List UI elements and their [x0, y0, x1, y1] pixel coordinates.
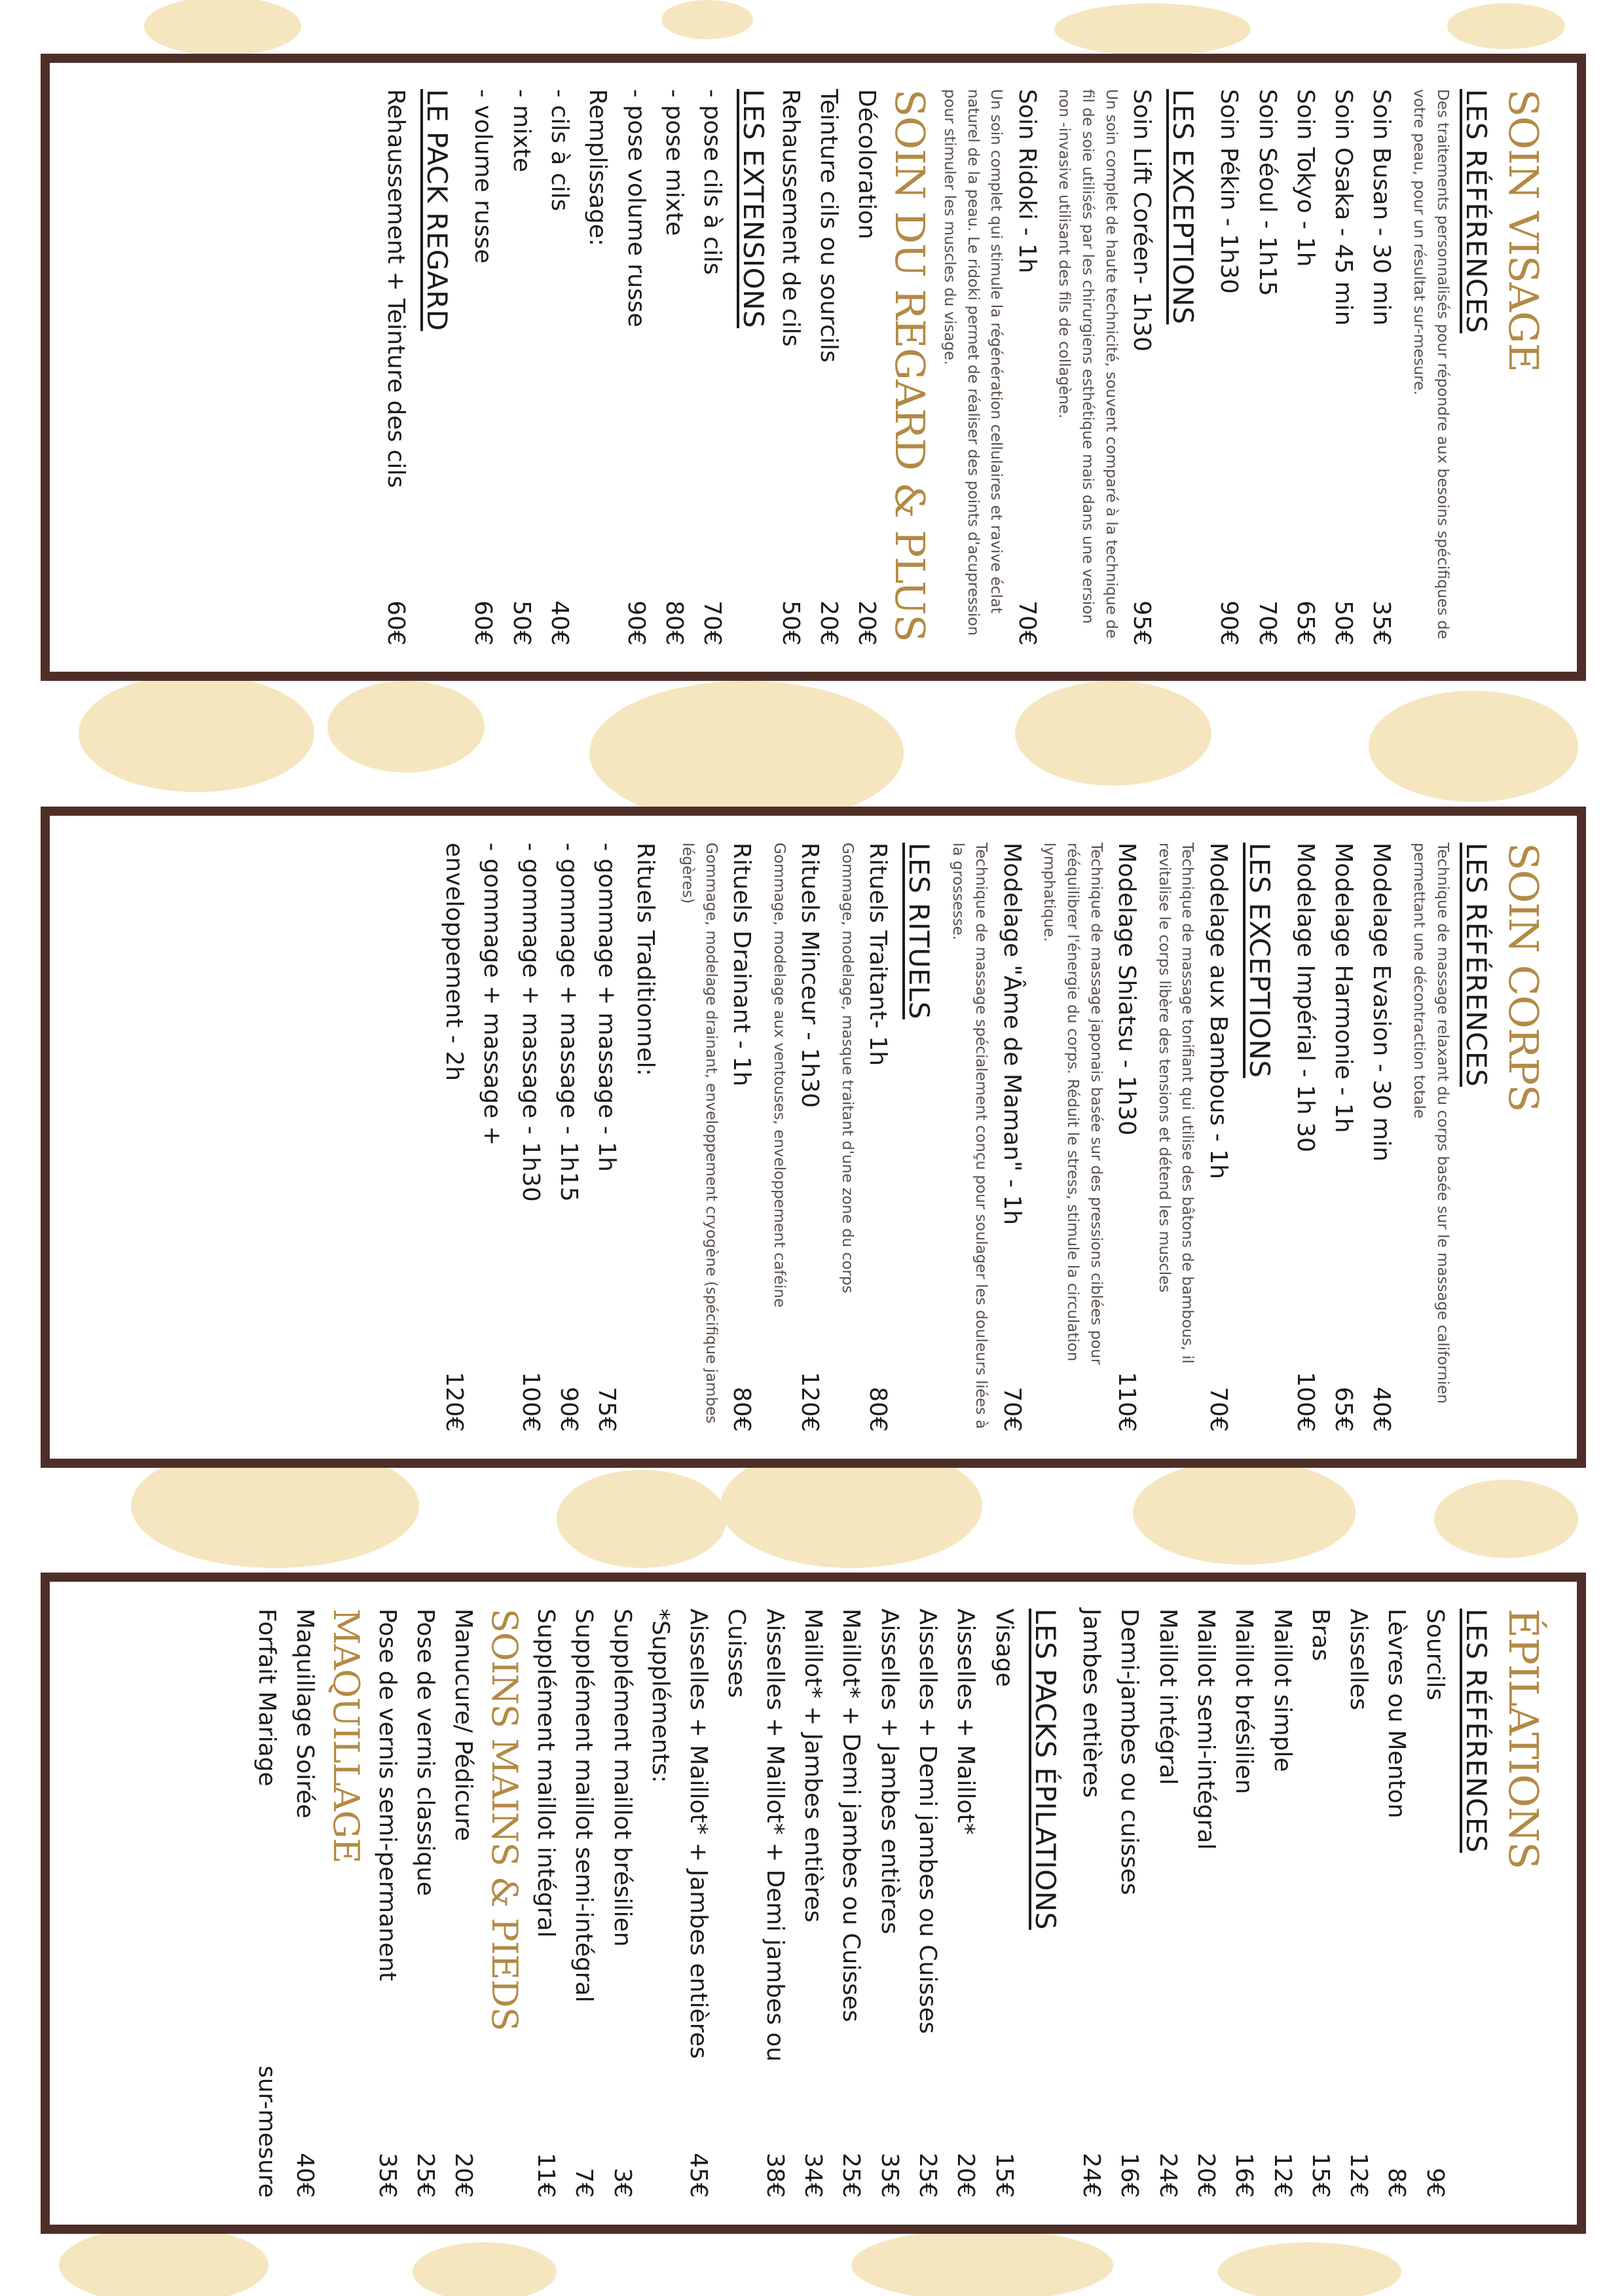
- item-price: 100€: [517, 1372, 544, 1432]
- item-price: 20€: [853, 600, 881, 646]
- item-description: Technique de massage tonifiant qui utilise des bâtons de bambous, il revitalise le corps libère des tensions et détend les muscles: [1155, 843, 1196, 1364]
- item-price: 12€: [1268, 2153, 1296, 2198]
- price-row: [1339, 1609, 1377, 2198]
- price-row: [908, 1609, 946, 2198]
- item-price: 24€: [1077, 2153, 1105, 2198]
- price-row: [1148, 1609, 1186, 2198]
- item-name: Forfait Mariage: [253, 1609, 281, 1787]
- item-name: - gommage + massage - 1h30: [517, 843, 544, 1202]
- price-row: [858, 843, 896, 1432]
- price-row: [1301, 1609, 1339, 2198]
- section-title-soins-mains-pieds: SOINS MAINS & PIEDS: [483, 1609, 525, 2031]
- price-row: [377, 89, 415, 646]
- price-row: [444, 1609, 482, 2198]
- item-name: - volume russe: [470, 89, 497, 264]
- panel-content: [60, 816, 1566, 1458]
- section-title-soin-visage: SOIN VISAGE: [1500, 89, 1547, 373]
- item-price: 70€: [998, 1387, 1025, 1432]
- item-price: 25€: [838, 2153, 865, 2198]
- price-row: [1107, 843, 1145, 1432]
- price-row: [1198, 843, 1236, 1432]
- item-name: Maillot* + Demi jambes ou Cuisses: [838, 1609, 865, 2022]
- item-price: 3€: [608, 2168, 636, 2198]
- item-name: Supplément maillot semi-intégral: [570, 1609, 598, 2003]
- item-price: 80€: [728, 1387, 756, 1432]
- item-price: 70€: [1013, 600, 1041, 646]
- item-price: 120€: [441, 1372, 468, 1432]
- item-price: 20€: [815, 600, 842, 646]
- price-row: [832, 1609, 870, 2198]
- price-row: [1362, 843, 1400, 1432]
- item-name: - cils à cils: [546, 89, 574, 211]
- item-name: Maillot intégral: [1154, 1609, 1181, 1785]
- item-name: Maillot brésilien: [1230, 1609, 1258, 1795]
- item-name: Rituels Minceur - 1h30: [796, 843, 824, 1108]
- item-name: Teinture cils ou sourcils: [815, 89, 842, 363]
- price-row: [1377, 1609, 1415, 2198]
- heading-exceptions: LES EXCEPTIONS: [1243, 843, 1276, 1078]
- item-price: 95€: [1128, 600, 1155, 646]
- item-name: Cuisses: [723, 1609, 750, 1698]
- item-price: 25€: [412, 2153, 439, 2198]
- item-price: 100€: [1291, 1372, 1319, 1432]
- item-price: 50€: [507, 600, 535, 646]
- item-price: 60€: [382, 600, 410, 646]
- item-name: Sourcils: [1421, 1609, 1449, 1701]
- item-price: 70€: [699, 600, 726, 646]
- item-price: 90€: [1215, 600, 1243, 646]
- item-name: Rehaussement de cils: [777, 89, 804, 347]
- item-price: 110€: [1113, 1372, 1140, 1432]
- price-row: [1324, 843, 1362, 1432]
- item-name: Aisselles + Maillot* + Demi jambes ou: [761, 1609, 788, 2062]
- price-row: [1362, 89, 1400, 646]
- section-title-maquillage: MAQUILLAGE: [325, 1609, 367, 1863]
- item-name: - pose mixte: [660, 89, 688, 236]
- price-row: [616, 89, 654, 646]
- price-row: [984, 1609, 1022, 2198]
- item-name: Décoloration: [853, 89, 881, 240]
- item-price: 8€: [1383, 2168, 1411, 2198]
- item-name: Supplément maillot intégral: [532, 1609, 559, 1938]
- item-name: Soin Séoul - 1h15: [1253, 89, 1281, 297]
- section-title-soin-regard: SOIN DU REGARD & PLUS: [886, 89, 934, 642]
- price-row: [1415, 1609, 1453, 2198]
- item-name: - pose cils à cils: [699, 89, 726, 275]
- item-price: 12€: [1345, 2153, 1373, 2198]
- item-name: - gommage + massage - 1h: [593, 843, 621, 1172]
- item-price: 20€: [1192, 2153, 1219, 2198]
- item-name: Aisselles + Jambes entières: [876, 1609, 903, 1935]
- item-name: Supplément maillot brésilien: [608, 1609, 636, 1947]
- item-name: Maillot semi-intégral: [1192, 1609, 1219, 1850]
- item-name: Maquillage Soirée: [291, 1609, 319, 1819]
- item-description: Gommage, modelage aux ventouses, enveloppement caféine: [770, 843, 788, 1308]
- item-price: 75€: [593, 1387, 621, 1432]
- item-price: 9€: [1421, 2168, 1449, 2198]
- item-name: Lèvres ou Menton: [1383, 1609, 1411, 1819]
- item-name: Bras: [1306, 1609, 1334, 1662]
- item-price: 65€: [1330, 1387, 1357, 1432]
- price-row: [1286, 89, 1324, 646]
- heading-rituels: LES RITUELS: [903, 843, 936, 1020]
- item-name: Aisselles + Demi jambes ou Cuisses: [914, 1609, 942, 2034]
- item-name: Soin Tokyo - 1h: [1291, 89, 1319, 267]
- price-row: [655, 89, 693, 646]
- item-name: Jambes entières: [1077, 1609, 1105, 1798]
- price-row: [847, 89, 885, 646]
- item-description: Technique de massage spécialement conçu pour soulager les douleurs liées à la grossesse.: [949, 843, 990, 1429]
- item-price: 90€: [555, 1387, 582, 1432]
- item-name: Modelage Harmonie - 1h: [1330, 843, 1357, 1133]
- item-name: Soin Lift Coréen- 1h30: [1128, 89, 1155, 352]
- price-row: [693, 89, 731, 646]
- item-price: 60€: [470, 600, 497, 646]
- price-row: [809, 89, 847, 646]
- item-name: Pose de vernis semi-permanent: [373, 1609, 401, 1982]
- heading-references: LES RÉFÉRENCES: [1460, 1609, 1492, 1853]
- item-name: Rehaussement + Teinture des cils: [382, 89, 410, 488]
- item-name: Visage: [990, 1609, 1018, 1687]
- item-name: Rituels Traitant- 1h: [864, 843, 892, 1066]
- price-row: [564, 1609, 602, 2198]
- item-price: 70€: [1253, 600, 1281, 646]
- price-row: [1324, 89, 1362, 646]
- item-price: 7€: [570, 2168, 598, 2198]
- price-row: [992, 843, 1030, 1432]
- item-price: 80€: [864, 1387, 892, 1432]
- price-row: [540, 89, 578, 646]
- item-name: Aisselles: [1345, 1609, 1373, 1711]
- price-row: [1122, 89, 1160, 646]
- item-price: 65€: [1291, 600, 1319, 646]
- item-name: Aisselles + Maillot* + Jambes entières: [685, 1609, 712, 2059]
- item-name: Soin Busan - 30 min: [1368, 89, 1395, 326]
- item-price: 15€: [1306, 2153, 1334, 2198]
- price-row: [1225, 1609, 1263, 2198]
- item-name: Modelage "Âme de Maman" - 1h: [998, 843, 1025, 1226]
- item-price: 40€: [291, 2153, 319, 2198]
- item-name: Pose de vernis classique: [412, 1609, 439, 1897]
- item-name: Demi-jambes ou cuisses: [1116, 1609, 1143, 1895]
- item-description: Un soin complet qui stimule la régénération cellulaires et ravive éclat naturel de la peau. Le ridoki permet de réaliser des points d'acupression pour stimuler les muscles du visage.: [941, 89, 1005, 636]
- price-row: [1007, 89, 1045, 646]
- heading-pack-regard: LE PACK REGARD: [421, 89, 454, 331]
- item-name: Soin Pékin - 1h30: [1215, 89, 1243, 294]
- item-price: 11€: [532, 2153, 559, 2198]
- item-name: - gommage + massage +: [479, 843, 506, 1146]
- item-description: Technique de massage japonais basée sur des pressions ciblées pour rééquilibrer l'énergie du corps. Réduit le stress, stimule la circulation lymphatique.: [1041, 843, 1105, 1365]
- price-row: [464, 89, 502, 646]
- remplissage-label: Remplissage:: [584, 89, 612, 247]
- item-price: 16€: [1230, 2153, 1258, 2198]
- price-row: [1209, 89, 1247, 646]
- references-description: Technique de massage relaxant du corps basée sur le massage californien permettant une décontraction totale: [1411, 843, 1451, 1404]
- price-row: [946, 1609, 984, 2198]
- price-row: [549, 843, 587, 1432]
- item-price: sur-mesure: [253, 2065, 281, 2198]
- item-name: Modelage aux Bambous - 1h: [1204, 843, 1232, 1180]
- item-price: 25€: [914, 2153, 942, 2198]
- item-price: 90€: [622, 600, 650, 646]
- price-row: [870, 1609, 908, 2198]
- heading-exceptions: LES EXCEPTIONS: [1166, 89, 1199, 325]
- item-price: 34€: [800, 2153, 827, 2198]
- price-row: [435, 843, 473, 1432]
- price-row: [1072, 1609, 1110, 2198]
- item-name: Modelage Evasion - 30 min: [1368, 843, 1395, 1162]
- item-price: 35€: [373, 2153, 401, 2198]
- item-name: Soin Osaka - 45 min: [1330, 89, 1357, 326]
- item-price: 35€: [1368, 600, 1395, 646]
- panel-epilations: [41, 1573, 1586, 2234]
- item-name: Aisselles + Maillot*: [952, 1609, 980, 1835]
- price-row: [248, 1609, 286, 2198]
- heading-references: LES RÉFÉRENCES: [1460, 89, 1492, 334]
- price-row: [755, 1609, 793, 2198]
- price-row: [679, 1609, 717, 2198]
- price-row: [602, 1609, 640, 2198]
- item-name: - gommage + massage - 1h15: [555, 843, 582, 1202]
- panel-soin-visage: [41, 54, 1586, 681]
- item-name: Rituels Drainant - 1h: [728, 843, 756, 1087]
- item-price: 120€: [796, 1372, 824, 1432]
- panel-content: [60, 63, 1566, 672]
- supplements-label: *Suppléments:: [646, 1609, 674, 1783]
- item-name: Manucure/ Pédicure: [450, 1609, 477, 1842]
- item-price: 50€: [777, 600, 804, 646]
- item-description: Gommage, modelage, masque traitant d'une zone du corps: [838, 843, 856, 1294]
- item-description: Gommage, modelage drainant, enveloppement cryogène (spécifique jambes légères): [679, 843, 720, 1424]
- references-description: Des traitements personnalisés pour répondre aux besoins spécifiques de votre peau, pour un résultat sur-mesure.: [1411, 89, 1451, 640]
- price-row: [794, 1609, 832, 2198]
- price-row: [1247, 89, 1285, 646]
- item-name: Soin Ridoki - 1h: [1013, 89, 1041, 274]
- panel-content: [60, 1582, 1566, 2224]
- item-price: 38€: [761, 2153, 788, 2198]
- price-row: [286, 1609, 323, 2198]
- price-row: [406, 1609, 444, 2198]
- price-row: [368, 1609, 406, 2198]
- heading-references: LES RÉFÉRENCES: [1460, 843, 1492, 1087]
- item-name: Modelage Impérial - 1h 30: [1291, 843, 1319, 1152]
- section-title-soin-corps: SOIN CORPS: [1500, 843, 1547, 1112]
- item-price: 15€: [990, 2153, 1018, 2198]
- item-price: 16€: [1116, 2153, 1143, 2198]
- item-description: Un soin complet de haute technicité, souvent comparé à la technique de fil de soie utilisés par les chirurgiens esthétique mais dans une version non -invasive utilisant des fils de collagène.: [1056, 89, 1120, 639]
- price-row: [587, 843, 625, 1432]
- price-row: [771, 89, 809, 646]
- item-price: 70€: [1204, 1387, 1232, 1432]
- section-title-epilations: ÉPILATIONS: [1500, 1609, 1547, 1869]
- heading-packs-epilations: LES PACKS ÉPILATIONS: [1029, 1609, 1061, 1930]
- item-price: 40€: [1368, 1387, 1395, 1432]
- item-name: - mixte: [507, 89, 535, 173]
- price-row: [722, 843, 760, 1432]
- item-price: 20€: [450, 2153, 477, 2198]
- item-price: 50€: [1330, 600, 1357, 646]
- item-name: Maillot* + Jambes entières: [800, 1609, 827, 1923]
- price-row: [526, 1609, 564, 2198]
- item-price: 45€: [685, 2153, 712, 2198]
- item-price: 80€: [660, 600, 688, 646]
- heading-extensions: LES EXTENSIONS: [737, 89, 770, 329]
- price-row: [511, 843, 549, 1432]
- item-price: 24€: [1154, 2153, 1181, 2198]
- price-row: [1263, 1609, 1301, 2198]
- item-name: enveloppement - 2h: [441, 843, 468, 1082]
- item-name: Maillot simple: [1268, 1609, 1296, 1772]
- item-price: 40€: [546, 600, 574, 646]
- panel-soin-corps: [41, 807, 1586, 1468]
- item-price: 35€: [876, 2153, 903, 2198]
- item-name: - pose volume russe: [622, 89, 650, 327]
- item-price: 20€: [952, 2153, 980, 2198]
- price-row: [1187, 1609, 1225, 2198]
- price-row: [790, 843, 828, 1432]
- item-name: Modelage Shiatsu - 1h30: [1113, 843, 1140, 1136]
- price-row: [1286, 843, 1324, 1432]
- price-row: [1110, 1609, 1148, 2198]
- rituels-traditionnel-label: Rituels Traditionnel:: [631, 843, 659, 1076]
- price-row: [502, 89, 540, 646]
